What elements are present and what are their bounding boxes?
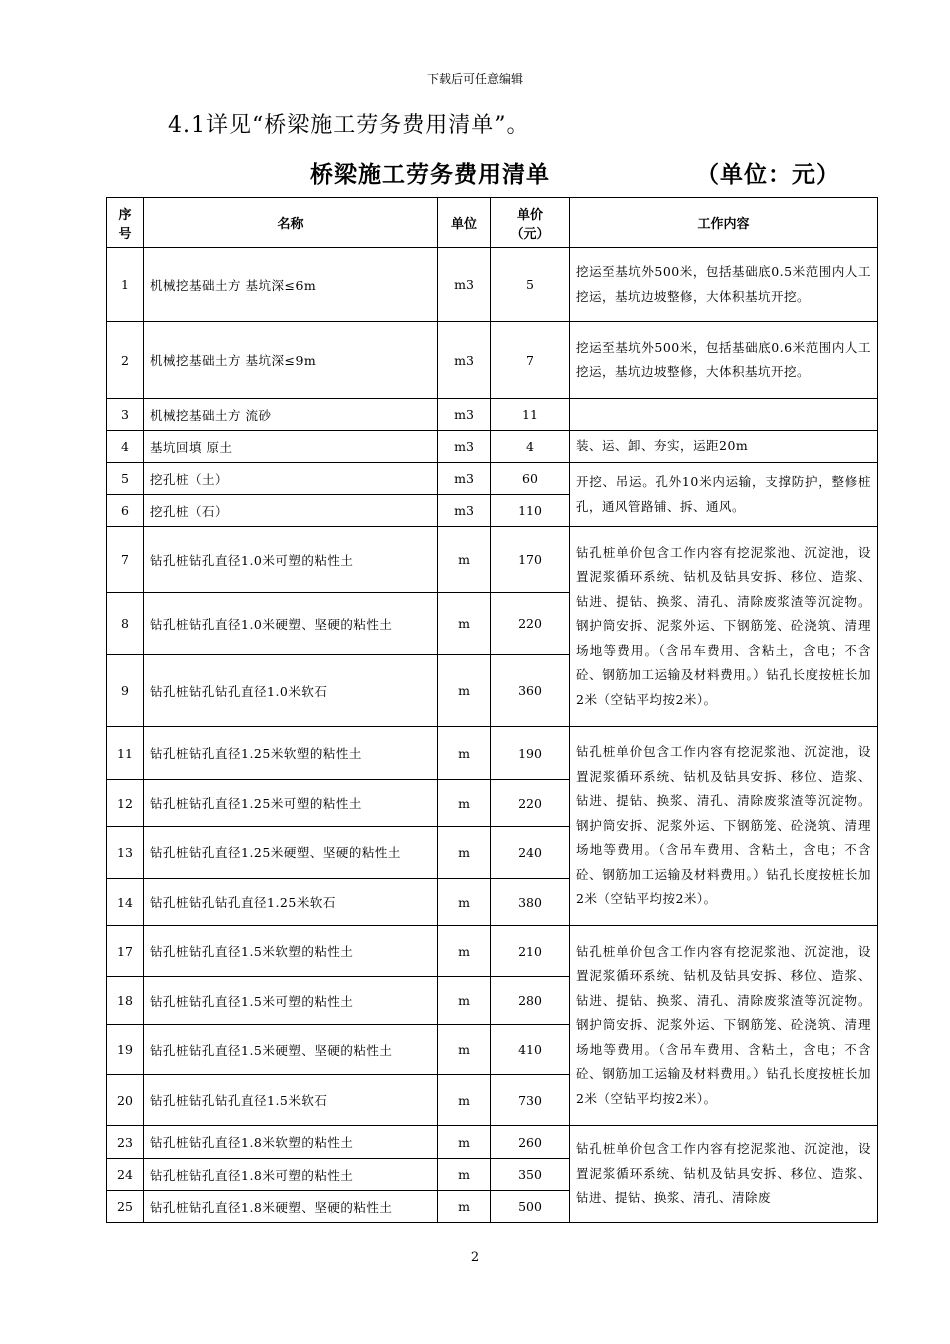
cell-price: 500 <box>491 1191 570 1223</box>
page-number: 2 <box>470 1250 480 1265</box>
cell-content: 挖运至基坑外500米，包括基础底0.6米范围内人工挖运，基坑边坡整修，大体积基坑开挖。 <box>570 322 878 399</box>
cell-seq: 17 <box>107 926 144 977</box>
cell-name: 钻孔桩钻孔钻孔直径1.5米软石 <box>144 1075 438 1126</box>
cell-name: 钻孔桩钻孔直径1.25米软塑的粘性土 <box>144 727 438 780</box>
cell-seq: 11 <box>107 727 144 780</box>
cell-name: 钻孔桩钻孔直径1.25米可塑的粘性土 <box>144 780 438 827</box>
cell-price: 410 <box>491 1025 570 1075</box>
cell-unit: m3 <box>438 399 491 431</box>
cell-price: 4 <box>491 431 570 463</box>
cell-price: 260 <box>491 1126 570 1159</box>
cell-name: 钻孔桩钻孔直径1.25米硬塑、坚硬的粘性土 <box>144 827 438 879</box>
cell-unit: m <box>438 655 491 727</box>
section-title: 4.1详见“桥梁施工劳务费用清单”。 <box>168 113 530 138</box>
cell-price: 190 <box>491 727 570 780</box>
cell-content: 钻孔桩单价包含工作内容有挖泥浆池、沉淀池，设置泥浆循环系统、钻机及钻具安拆、移位、造浆、钻进、提钻、换浆、清孔、清除废浆渣等沉淀物。钢护筒安拆、泥浆外运、下钢筋笼、砼浇筑、清理场地等费用。（含吊车费用、含粘土，含电；不含砼、钢筋加工运输及材料费用。）钻孔长度按桩长加2米（空钻平均按2米）。 <box>570 926 878 1126</box>
cell-seq: 23 <box>107 1126 144 1159</box>
table-row <box>107 431 878 463</box>
table-row <box>107 527 878 593</box>
cell-content: 装、运、卸、夯实，运距20m <box>570 431 878 463</box>
cell-unit: m3 <box>438 495 491 527</box>
cell-name: 钻孔桩钻孔直径1.8米可塑的粘性土 <box>144 1159 438 1191</box>
table-header-row <box>107 198 878 248</box>
cell-name: 机械挖基础土方 基坑深≤9m <box>144 322 438 399</box>
cell-price: 11 <box>491 399 570 431</box>
header-content: 工作内容 <box>570 198 878 248</box>
cell-seq: 3 <box>107 399 144 431</box>
cell-name: 挖孔桩（石） <box>144 495 438 527</box>
header-unit: 单位 <box>438 198 491 248</box>
cell-name: 钻孔桩钻孔直径1.8米软塑的粘性土 <box>144 1126 438 1159</box>
header-name: 名称 <box>144 198 438 248</box>
cell-name: 钻孔桩钻孔直径1.5米可塑的粘性土 <box>144 977 438 1025</box>
table-title: 桥梁施工劳务费用清单 <box>310 162 550 188</box>
cell-unit: m3 <box>438 463 491 495</box>
fee-table <box>106 197 878 1223</box>
cell-price: 5 <box>491 248 570 322</box>
cell-price: 220 <box>491 780 570 827</box>
cell-seq: 9 <box>107 655 144 727</box>
cell-price: 380 <box>491 879 570 926</box>
cell-unit: m <box>438 780 491 827</box>
cell-seq: 24 <box>107 1159 144 1191</box>
cell-unit: m <box>438 1025 491 1075</box>
cell-name: 钻孔桩钻孔直径1.0米硬塑、坚硬的粘性土 <box>144 593 438 655</box>
cell-name: 机械挖基础土方 基坑深≤6m <box>144 248 438 322</box>
cell-unit: m <box>438 1191 491 1223</box>
cell-name: 钻孔桩钻孔钻孔直径1.0米软石 <box>144 655 438 727</box>
cell-content: 钻孔桩单价包含工作内容有挖泥浆池、沉淀池，设置泥浆循环系统、钻机及钻具安拆、移位、造浆、钻进、提钻、换浆、清孔、清除废 <box>570 1126 878 1223</box>
cell-seq: 2 <box>107 322 144 399</box>
table-row <box>107 1126 878 1159</box>
cell-seq: 12 <box>107 780 144 827</box>
cell-unit: m <box>438 977 491 1025</box>
table-row <box>107 727 878 780</box>
cell-unit: m <box>438 1075 491 1126</box>
cell-seq: 4 <box>107 431 144 463</box>
cell-unit: m <box>438 879 491 926</box>
cell-price: 280 <box>491 977 570 1025</box>
cell-unit: m <box>438 593 491 655</box>
cell-unit: m <box>438 1159 491 1191</box>
cell-seq: 1 <box>107 248 144 322</box>
table-row <box>107 463 878 495</box>
cell-name: 钻孔桩钻孔直径1.0米可塑的粘性土 <box>144 527 438 593</box>
cell-seq: 5 <box>107 463 144 495</box>
cell-name: 基坑回填 原土 <box>144 431 438 463</box>
cell-name: 钻孔桩钻孔直径1.5米硬塑、坚硬的粘性土 <box>144 1025 438 1075</box>
cell-price: 350 <box>491 1159 570 1191</box>
header-note: 下载后可任意编辑 <box>426 72 523 86</box>
cell-name: 钻孔桩钻孔直径1.5米软塑的粘性土 <box>144 926 438 977</box>
cell-seq: 6 <box>107 495 144 527</box>
cell-seq: 18 <box>107 977 144 1025</box>
cell-content: 钻孔桩单价包含工作内容有挖泥浆池、沉淀池，设置泥浆循环系统、钻机及钻具安拆、移位、造浆、钻进、提钻、换浆、清孔、清除废浆渣等沉淀物。钢护筒安拆、泥浆外运、下钢筋笼、砼浇筑、清理场地等费用。（含吊车费用、含粘土，含电；不含砼、钢筋加工运输及材料费用。）钻孔长度按桩长加2米（空钻平均按2米）。 <box>570 727 878 926</box>
cell-seq: 20 <box>107 1075 144 1126</box>
cell-unit: m3 <box>438 248 491 322</box>
cell-seq: 7 <box>107 527 144 593</box>
table-row <box>107 399 878 431</box>
cell-seq: 8 <box>107 593 144 655</box>
cell-name: 钻孔桩钻孔钻孔直径1.25米软石 <box>144 879 438 926</box>
table-row <box>107 322 878 399</box>
header-seq: 序号 <box>107 198 144 248</box>
cell-name: 钻孔桩钻孔直径1.8米硬塑、坚硬的粘性土 <box>144 1191 438 1223</box>
cell-price: 360 <box>491 655 570 727</box>
cell-content: 挖运至基坑外500米，包括基础底0.5米范围内人工挖运，基坑边坡整修，大体积基坑开挖。 <box>570 248 878 322</box>
cell-unit: m3 <box>438 431 491 463</box>
cell-content: 开挖、吊运。孔外10米内运输，支撑防护，整修桩孔，通风管路铺、拆、通风。 <box>570 463 878 527</box>
cell-unit: m <box>438 827 491 879</box>
cell-name: 机械挖基础土方 流砂 <box>144 399 438 431</box>
cell-unit: m <box>438 1126 491 1159</box>
cell-seq: 19 <box>107 1025 144 1075</box>
cell-content <box>570 399 878 431</box>
cell-unit: m3 <box>438 322 491 399</box>
cell-seq: 14 <box>107 879 144 926</box>
cell-unit: m <box>438 527 491 593</box>
cell-price: 240 <box>491 827 570 879</box>
header-price: 单价（元） <box>491 198 570 248</box>
cell-price: 110 <box>491 495 570 527</box>
cell-seq: 25 <box>107 1191 144 1223</box>
table-row <box>107 926 878 977</box>
cell-price: 210 <box>491 926 570 977</box>
cell-content: 钻孔桩单价包含工作内容有挖泥浆池、沉淀池，设置泥浆循环系统、钻机及钻具安拆、移位、造浆、钻进、提钻、换浆、清孔、清除废浆渣等沉淀物。钢护筒安拆、泥浆外运、下钢筋笼、砼浇筑、清理场地等费用。（含吊车费用、含粘土，含电；不含砼、钢筋加工运输及材料费用。）钻孔长度按桩长加2米（空钻平均按2米）。 <box>570 527 878 727</box>
cell-price: 60 <box>491 463 570 495</box>
cell-price: 730 <box>491 1075 570 1126</box>
cell-unit: m <box>438 727 491 780</box>
cell-price: 7 <box>491 322 570 399</box>
cell-price: 220 <box>491 593 570 655</box>
table-unit: （单位：元） <box>696 162 840 188</box>
table-row <box>107 248 878 322</box>
cell-name: 挖孔桩（土） <box>144 463 438 495</box>
cell-seq: 13 <box>107 827 144 879</box>
cell-price: 170 <box>491 527 570 593</box>
cell-unit: m <box>438 926 491 977</box>
